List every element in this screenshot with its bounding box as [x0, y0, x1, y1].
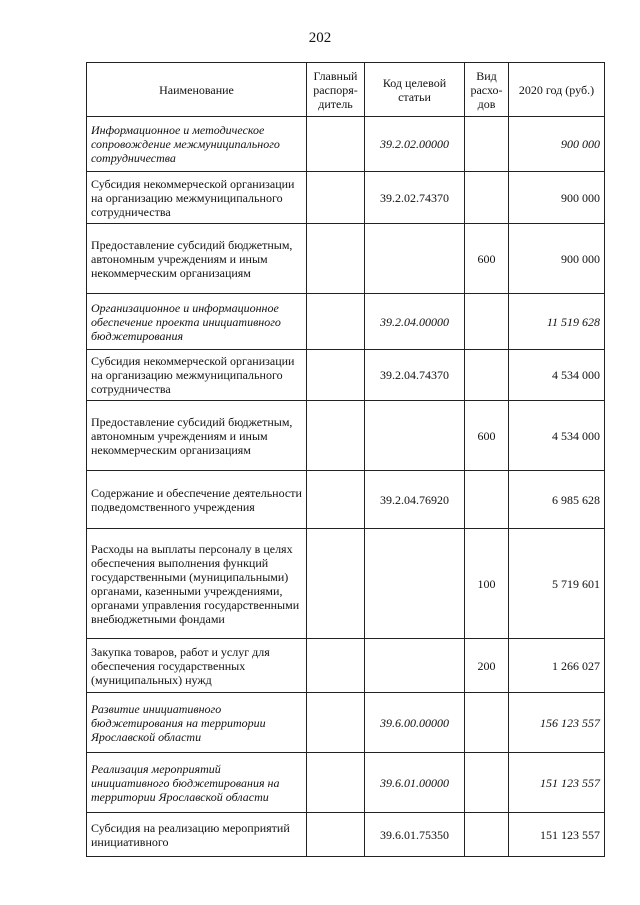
table-header-row	[87, 63, 605, 117]
row-amount-cell: 156 123 557	[509, 693, 605, 753]
row-target-code-cell: 39.6.00.00000	[365, 693, 465, 753]
row-name-cell: Реализация мероприятий инициативного бюджетирования на территории Ярославской области	[87, 753, 307, 813]
row-main-manager-cell	[307, 813, 365, 857]
row-target-code-cell: 39.2.04.00000	[365, 294, 465, 350]
row-expense-type-cell	[465, 471, 509, 529]
table-row	[87, 294, 605, 350]
row-main-manager-cell	[307, 693, 365, 753]
row-expense-type-cell	[465, 294, 509, 350]
row-target-code-cell: 39.2.04.74370	[365, 350, 465, 401]
table-row	[87, 117, 605, 172]
header-main-manager: Главный распоря-дитель	[307, 63, 365, 117]
table-row	[87, 172, 605, 224]
row-expense-type-cell: 600	[465, 401, 509, 471]
row-target-code-cell	[365, 224, 465, 294]
row-expense-type-cell	[465, 117, 509, 172]
row-amount-cell: 151 123 557	[509, 753, 605, 813]
row-main-manager-cell	[307, 117, 365, 172]
table-body	[87, 117, 605, 857]
row-amount-cell: 6 985 628	[509, 471, 605, 529]
row-name-cell: Субсидия некоммерческой организации на организацию межмуниципального сотрудничества	[87, 350, 307, 401]
page-number: 202	[308, 30, 332, 46]
header-expense-type: Вид расхо-дов	[465, 63, 509, 117]
row-main-manager-cell	[307, 294, 365, 350]
row-expense-type-cell	[465, 753, 509, 813]
row-name-cell: Закупка товаров, работ и услуг для обеспечения государственных (муниципальных) нужд	[87, 639, 307, 693]
row-expense-type-cell	[465, 172, 509, 224]
row-amount-cell: 900 000	[509, 224, 605, 294]
row-main-manager-cell	[307, 401, 365, 471]
table-row	[87, 529, 605, 639]
row-target-code-cell	[365, 639, 465, 693]
row-amount-cell: 900 000	[509, 117, 605, 172]
row-name-cell: Субсидия на реализацию мероприятий инициативного	[87, 813, 307, 857]
table-row	[87, 753, 605, 813]
table-row	[87, 639, 605, 693]
row-target-code-cell: 39.6.01.75350	[365, 813, 465, 857]
table-row	[87, 350, 605, 401]
row-target-code-cell: 39.2.04.76920	[365, 471, 465, 529]
header-target-code: Код целевой статьи	[365, 63, 465, 117]
row-main-manager-cell	[307, 639, 365, 693]
row-expense-type-cell: 200	[465, 639, 509, 693]
row-expense-type-cell	[465, 350, 509, 401]
row-main-manager-cell	[307, 350, 365, 401]
row-target-code-cell	[365, 401, 465, 471]
row-name-cell: Организационное и информационное обеспечение проекта инициативного бюджетирования	[87, 294, 307, 350]
table-row	[87, 813, 605, 857]
row-target-code-cell: 39.6.01.00000	[365, 753, 465, 813]
row-name-cell: Предоставление субсидий бюджетным, автономным учреждениям и иным некоммерческим организациям	[87, 401, 307, 471]
table-row	[87, 471, 605, 529]
budget-table	[86, 62, 605, 857]
row-expense-type-cell	[465, 813, 509, 857]
row-amount-cell: 4 534 000	[509, 350, 605, 401]
row-name-cell: Предоставление субсидий бюджетным, автономным учреждениям и иным некоммерческим организациям	[87, 224, 307, 294]
row-main-manager-cell	[307, 172, 365, 224]
row-expense-type-cell	[465, 693, 509, 753]
row-expense-type-cell: 100	[465, 529, 509, 639]
row-target-code-cell: 39.2.02.74370	[365, 172, 465, 224]
row-target-code-cell: 39.2.02.00000	[365, 117, 465, 172]
row-amount-cell: 4 534 000	[509, 401, 605, 471]
row-main-manager-cell	[307, 471, 365, 529]
row-main-manager-cell	[307, 753, 365, 813]
row-main-manager-cell	[307, 529, 365, 639]
table-row	[87, 693, 605, 753]
row-target-code-cell	[365, 529, 465, 639]
row-amount-cell: 1 266 027	[509, 639, 605, 693]
row-amount-cell: 151 123 557	[509, 813, 605, 857]
row-name-cell: Развитие инициативного бюджетирования на территории Ярославской области	[87, 693, 307, 753]
row-amount-cell: 11 519 628	[509, 294, 605, 350]
row-amount-cell: 5 719 601	[509, 529, 605, 639]
row-expense-type-cell: 600	[465, 224, 509, 294]
row-name-cell: Расходы на выплаты персоналу в целях обеспечения выполнения функций государственными (муниципальными) органами, казенными учреждениями, органами управления государственными внебюджетными фондами	[87, 529, 307, 639]
header-name: Наименование	[87, 63, 307, 117]
header-amount: 2020 год (руб.)	[509, 63, 605, 117]
row-name-cell: Содержание и обеспечение деятельности подведомственного учреждения	[87, 471, 307, 529]
row-main-manager-cell	[307, 224, 365, 294]
row-name-cell: Субсидия некоммерческой организации на организацию межмуниципального сотрудничества	[87, 172, 307, 224]
table-row	[87, 401, 605, 471]
row-name-cell: Информационное и методическое сопровождение межмуниципального сотрудничества	[87, 117, 307, 172]
row-amount-cell: 900 000	[509, 172, 605, 224]
table-row	[87, 224, 605, 294]
